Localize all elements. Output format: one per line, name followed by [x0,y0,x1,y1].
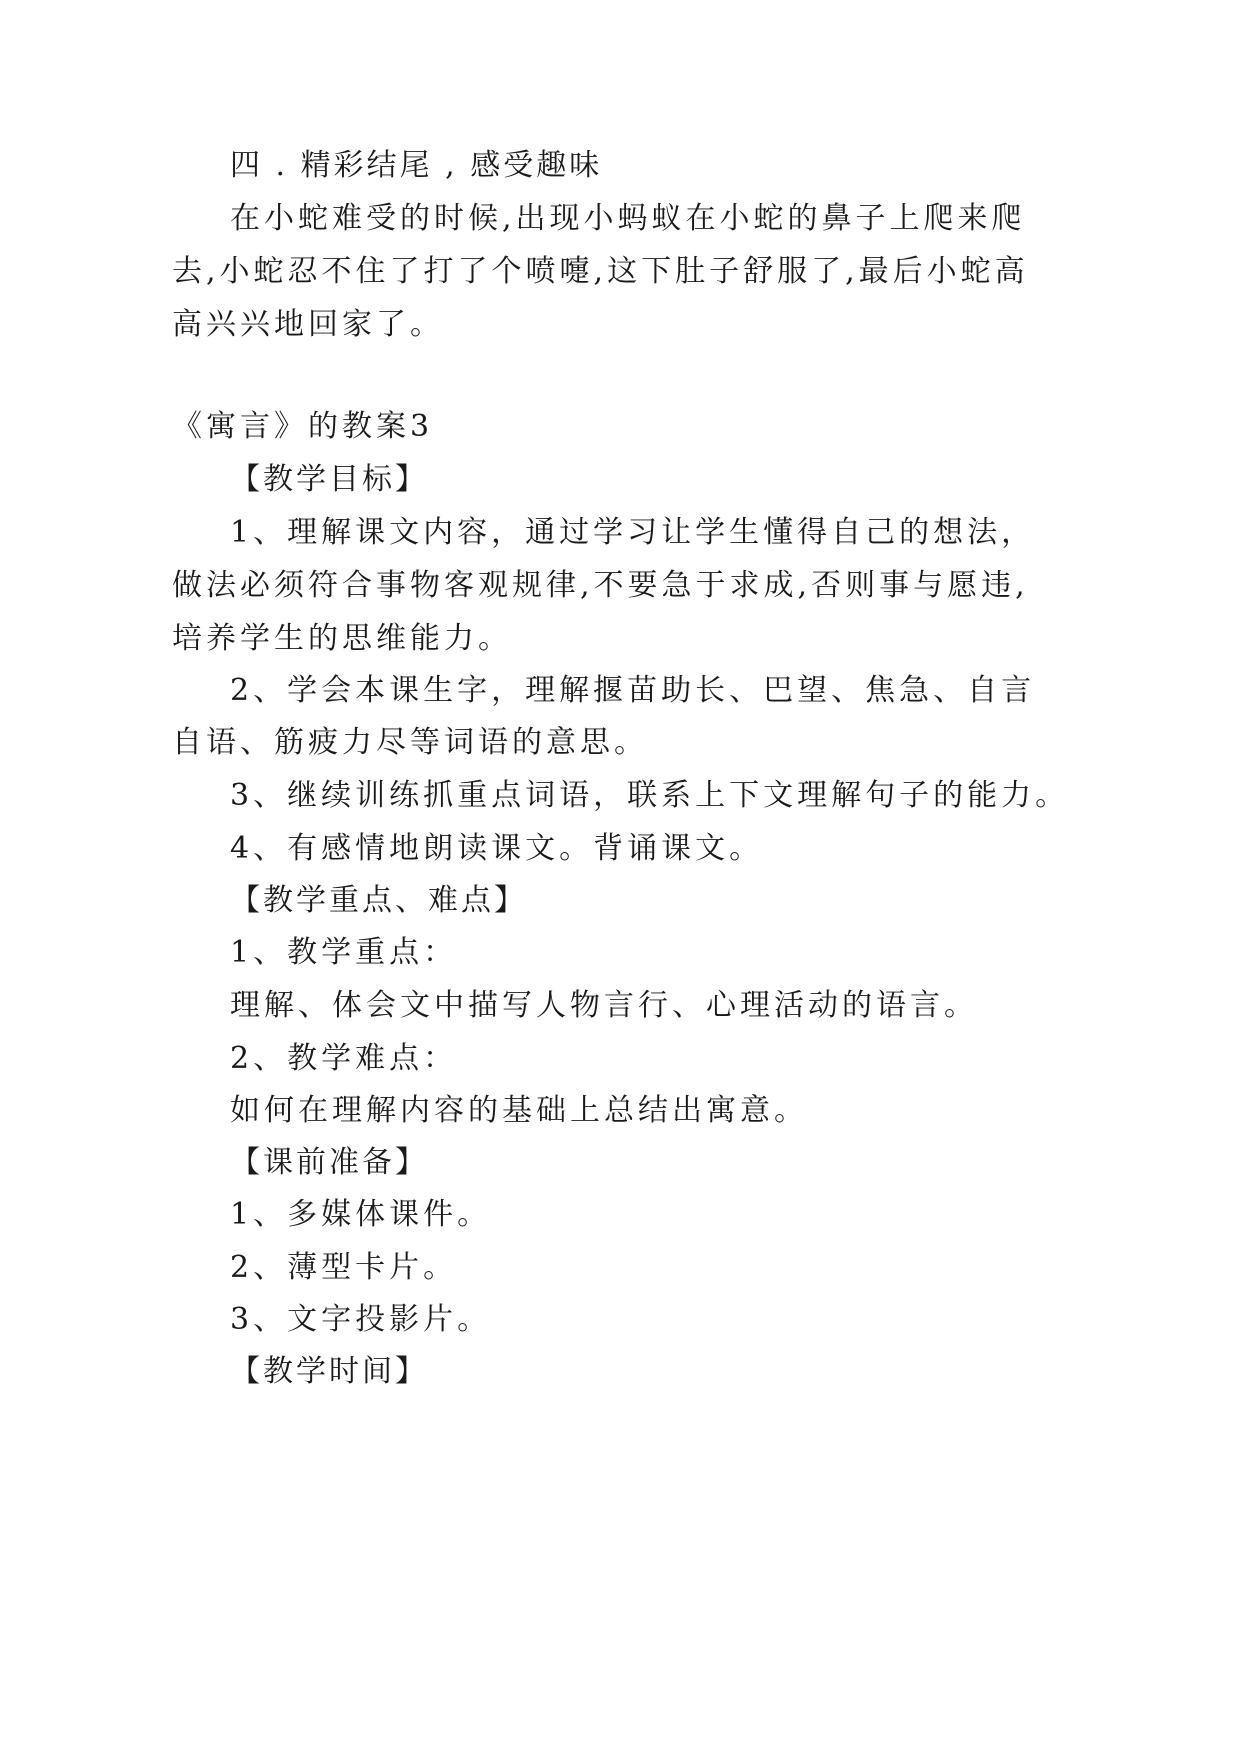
list-item: 1、理解课文内容，通过学习让学生懂得自己的想法， [230,515,1036,550]
paragraph-line: 在小蛇难受的时候,出现小蚂蚁在小蛇的鼻子上爬来爬 [230,201,1026,236]
paragraph-line: 理解、体会文中描写人物言行、心理活动的语言。 [230,988,978,1023]
paragraph-line: 高兴兴地回家了。 [172,307,444,342]
list-item: 2、学会本课生字，理解揠苗助长、巴望、焦急、自言 [230,673,1036,708]
list-item-continuation: 培养学生的思维能力。 [172,621,512,656]
list-item-continuation: 自语、筋疲力尽等词语的意思。 [172,725,648,760]
list-item: 4、有感情地朗读课文。背诵课文。 [230,831,764,866]
paragraph-line: 去,小蛇忍不住了打了个喷嚏,这下肚子舒服了,最后小蛇高 [172,254,1029,289]
section-heading: 【课前准备】 [230,1145,428,1180]
section-heading: 【教学重点、难点】 [230,883,527,918]
section-heading: 【教学目标】 [230,462,428,497]
list-item-continuation: 做法必须符合事物客观规律,不要急于求成,否则事与愿违, [172,568,1029,603]
list-item: 2、薄型卡片。 [230,1250,458,1285]
document-title: 《寓言》的教案3 [172,409,434,444]
paragraph-line: 如何在理解内容的基础上总结出寓意。 [230,1093,808,1128]
list-item: 1、教学重点： [230,935,458,970]
list-item: 1、多媒体课件。 [230,1197,492,1232]
list-item: 2、教学难点： [230,1041,458,1076]
list-item: 3、继续训练抓重点词语，联系上下文理解句子的能力。 [230,778,1070,813]
section-heading: 四 . 精彩结尾 , 感受趣味 [230,148,603,183]
list-item: 3、文字投影片。 [230,1302,492,1337]
section-heading: 【教学时间】 [230,1354,428,1389]
